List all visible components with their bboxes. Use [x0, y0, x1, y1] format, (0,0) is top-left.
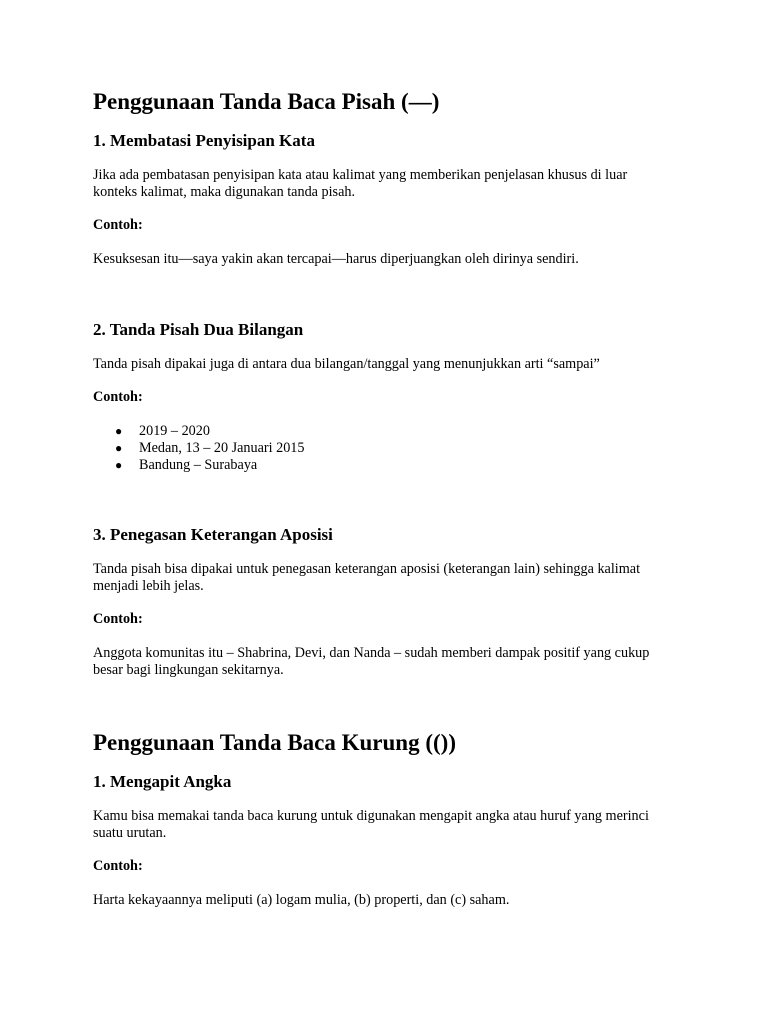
contoh-label: Contoh: — [93, 858, 143, 874]
contoh-label: Contoh: — [93, 389, 143, 405]
bullet-icon: ● — [115, 424, 123, 438]
paragraph: Tanda pisah dipakai juga di antara dua bilangan/tanggal yang menunjukkan arti “sampai” — [93, 356, 600, 372]
section-title-pisah: Penggunaan Tanda Baca Pisah (—) — [93, 89, 440, 114]
contoh-label: Contoh: — [93, 611, 143, 627]
subsection-heading: 1. Mengapit Angka — [93, 772, 232, 791]
subsection-heading: 1. Membatasi Penyisipan Kata — [93, 131, 315, 150]
section-title-kurung: Penggunaan Tanda Baca Kurung (()) — [93, 730, 456, 755]
contoh-label: Contoh: — [93, 217, 143, 233]
list-item — [93, 440, 305, 457]
list-item-text: Bandung – Surabaya — [139, 457, 258, 473]
example-text: Kesuksesan itu—saya yakin akan tercapai—harus diperjuangkan oleh dirinya sendiri. — [93, 251, 579, 267]
bullet-icon: ● — [115, 441, 123, 455]
bullet-icon: ● — [115, 458, 123, 472]
paragraph: Kamu bisa memakai tanda baca kurung untuk digunakan mengapit angka atau huruf yang merinci suatu urutan. — [93, 808, 649, 841]
list-item-text: 2019 – 2020 — [139, 423, 210, 439]
example-text: Anggota komunitas itu – Shabrina, Devi, dan Nanda – sudah memberi dampak positif yang cukup besar bagi lingkungan sekitarnya. — [93, 645, 650, 678]
paragraph: Jika ada pembatasan penyisipan kata atau kalimat yang memberikan penjelasan khusus di luar konteks kalimat, maka digunakan tanda pisah. — [93, 167, 628, 200]
subsection-heading: 3. Penegasan Keterangan Aposisi — [93, 525, 333, 544]
paragraph: Tanda pisah bisa dipakai untuk penegasan keterangan aposisi (keterangan lain) sehingga kalimat menjadi lebih jelas. — [93, 561, 641, 594]
example-text: Harta kekayaannya meliputi (a) logam mulia, (b) properti, dan (c) saham. — [93, 892, 510, 908]
subsection-heading: 2. Tanda Pisah Dua Bilangan — [93, 320, 304, 339]
list-item-text: Medan, 13 – 20 Januari 2015 — [139, 440, 305, 456]
list-item — [93, 457, 305, 474]
list-item — [93, 423, 305, 440]
example-list — [93, 423, 305, 474]
